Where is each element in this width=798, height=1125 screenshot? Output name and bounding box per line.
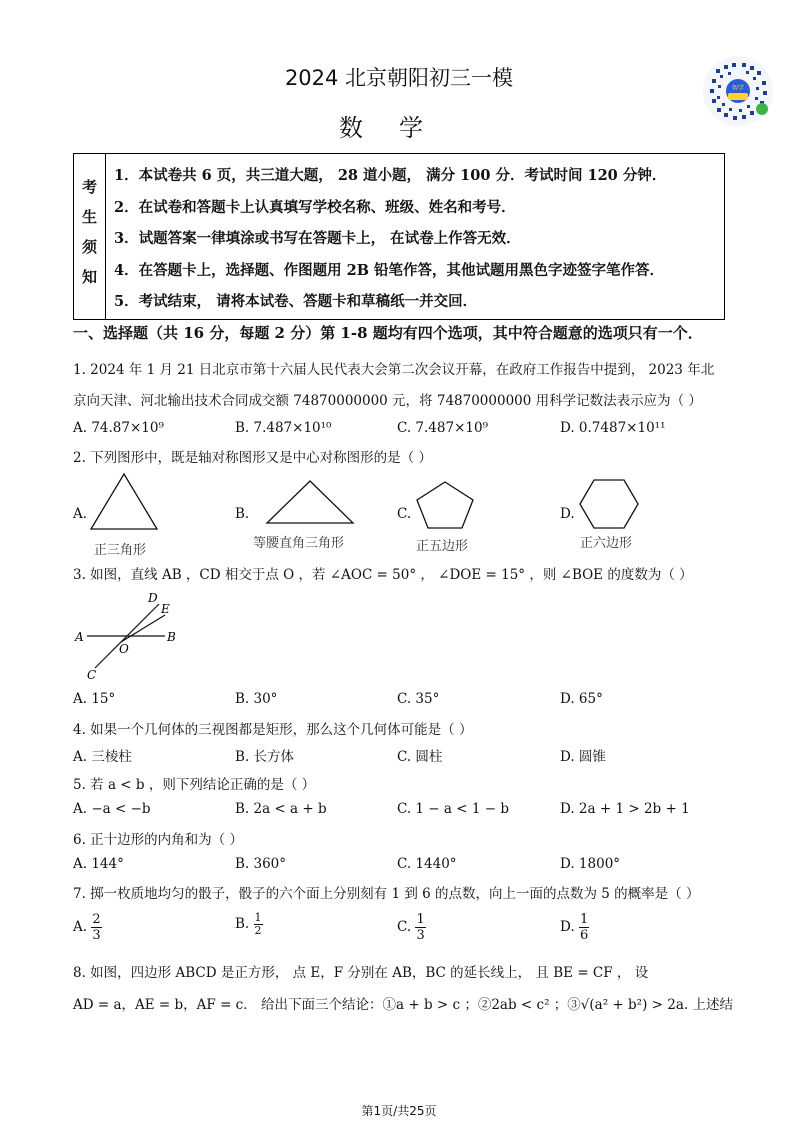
equilateral-triangle-icon	[88, 472, 160, 536]
q8-line2: AD = a，AE = b，AF = c． 给出下面三个结论：①a + b > c ；②2ab < c² ；③√(a² + b²) > 2a. 上述结	[73, 997, 733, 1013]
q2-caption-b: 等腰直角三角形	[253, 536, 345, 551]
q6-option-d[interactable]: D. 1800°	[560, 856, 621, 872]
q1-option-c[interactable]: C. 7.487×10⁹	[397, 420, 488, 436]
q7-option-c[interactable]: C. $\frac{1}{3}$	[397, 912, 425, 943]
q5-option-b[interactable]: B. 2a < a + b	[235, 801, 327, 817]
fraction: $\frac{1}{3}$	[416, 912, 425, 943]
notice-box	[73, 153, 725, 320]
q7-option-d[interactable]: D. $\frac{1}{6}$	[560, 912, 589, 943]
q1-line1: 1. 2024 年 1 月 21 日北京市第十六届人民代表大会第二次会议开幕，在政府工作报告中提到， 2023 年北	[73, 362, 715, 378]
isosceles-right-triangle-icon	[264, 478, 356, 530]
q7-stem: 7. 掷一枚质地均匀的骰子，骰子的六个面上分别刻有 1 到 6 的点数，向上一面的点数为 5 的概率是（ ）	[73, 886, 700, 902]
section-heading: 一、选择题（共 16 分，每题 2 分）第 1-8 题均有四个选项，其中符合题意的选项只有一个．	[73, 324, 703, 342]
q5-option-d[interactable]: D. 2a + 1 > 2b + 1	[560, 801, 690, 817]
label-a: A	[75, 630, 84, 644]
fraction: $\frac{1}{2}$	[254, 911, 262, 937]
q5-option-a[interactable]: A. −a < −b	[73, 801, 151, 817]
notice-item: 2．在试卷和答题卡上认真填写学校名称、班级、姓名和考号．	[114, 198, 516, 216]
q2-option-c[interactable]: C.	[397, 506, 412, 522]
q3-stem: 3. 如图，直线 AB ，CD 相交于点 O ，若 ∠AOC = 50° ， ∠DOE = 15° ，则 ∠BOE 的度数为（ ）	[73, 567, 693, 583]
label-c: C	[87, 668, 97, 682]
label-b: B	[167, 630, 176, 644]
q2-caption-c: 正五边形	[416, 539, 469, 554]
q8-line1: 8. 如图，四边形 ABCD 是正方形， 点 E，F 分别在 AB，BC 的延长线上， 且 BE = CF ， 设	[73, 965, 649, 981]
notice-item: 1．本试卷共 6 页，共三道大题， 28 道小题， 满分 100 分．考试时间 120 分钟．	[114, 167, 667, 184]
page-title: 2024 北京朝阳初三一模	[284, 66, 514, 90]
intersecting-lines-figure	[73, 590, 183, 686]
fraction: $\frac{1}{6}$	[579, 912, 589, 943]
q4-option-c[interactable]: C. 圆柱	[397, 749, 443, 765]
q4-option-b[interactable]: B. 长方体	[235, 749, 295, 765]
subject-title: 数学	[339, 114, 459, 142]
q4-option-a[interactable]: A. 三棱柱	[73, 749, 132, 765]
q3-option-c[interactable]: C. 35°	[397, 691, 440, 707]
label-e: E	[161, 602, 170, 616]
notice-item: 3．试题答案一律填涂或书写在答题卡上， 在试卷上作答无效．	[114, 230, 521, 247]
q2-caption-d: 正六边形	[580, 536, 633, 551]
q2-option-d[interactable]: D.	[560, 506, 575, 522]
notice-item: 5．考试结束， 请将本试卷、答题卡和草稿纸一并交回．	[114, 293, 478, 310]
qr-code-icon[interactable]	[702, 55, 774, 127]
svg-text:智学: 智学	[731, 85, 745, 92]
q7-option-b[interactable]: B. $\frac{1}{2}$	[235, 911, 262, 937]
notice-label: 考 生 须 知	[74, 154, 106, 319]
q3-option-b[interactable]: B. 30°	[235, 691, 278, 707]
q6-option-b[interactable]: B. 360°	[235, 856, 287, 872]
q3-option-d[interactable]: D. 65°	[560, 691, 603, 707]
q4-option-d[interactable]: D. 圆锥	[560, 749, 606, 765]
q6-option-c[interactable]: C. 1440°	[397, 856, 457, 872]
q1-option-d[interactable]: D. 0.7487×10¹¹	[560, 420, 666, 436]
notice-item: 4．在答题卡上，选择题、作图题用 2B 铅笔作答，其他试题用黑色字迹签字笔作答．	[114, 261, 665, 279]
q2-option-a[interactable]: A.	[73, 506, 88, 522]
label-d: D	[148, 591, 158, 605]
q2-stem: 2. 下列图形中，既是轴对称图形又是中心对称图形的是（ ）	[73, 450, 432, 466]
regular-pentagon-icon	[414, 480, 476, 534]
q5-stem: 5. 若 a < b ，则下列结论正确的是（ ）	[73, 777, 316, 793]
q6-stem: 6. 正十边形的内角和为（ ）	[73, 832, 243, 848]
q1-option-a[interactable]: A. 74.87×10⁹	[73, 420, 164, 436]
fraction: $\frac{2}{3}$	[92, 912, 101, 943]
q5-option-c[interactable]: C. 1 − a < 1 − b	[397, 801, 509, 817]
q3-option-a[interactable]: A. 15°	[73, 691, 116, 707]
q2-caption-a: 正三角形	[94, 543, 147, 558]
q1-line2: 京向天津、河北输出技术合同成交额 74870000000 元，将 74870000000 用科学记数法表示应为（ ）	[73, 393, 702, 409]
q2-option-b[interactable]: B.	[235, 506, 250, 522]
label-o: O	[119, 642, 129, 656]
q1-option-b[interactable]: B. 7.487×10¹⁰	[235, 420, 332, 436]
q7-option-a[interactable]: A. $\frac{2}{3}$	[73, 912, 101, 943]
page-number: 第1页/共25页	[361, 1104, 437, 1118]
q6-option-a[interactable]: A. 144°	[73, 856, 124, 872]
q4-stem: 4. 如果一个几何体的三视图都是矩形，那么这个几何体可能是（ ）	[73, 722, 473, 738]
regular-hexagon-icon	[578, 478, 640, 534]
